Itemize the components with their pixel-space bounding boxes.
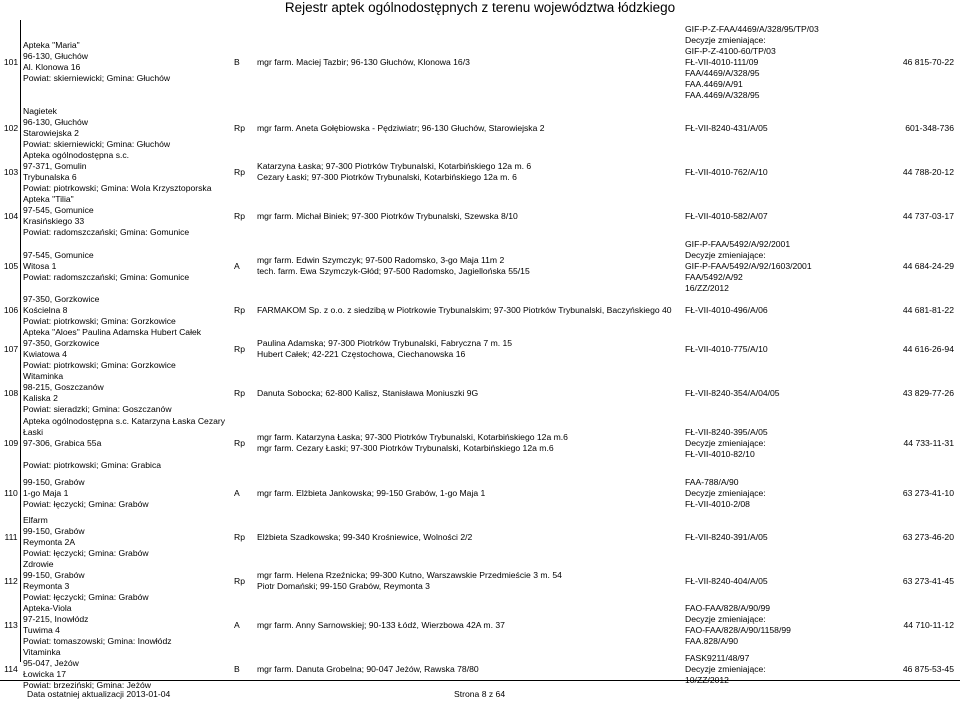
pharmacy-info xyxy=(21,150,233,194)
permit-line: Decyzje zmieniające: xyxy=(685,437,766,448)
pharmacy-line: Apteka "Maria" xyxy=(23,40,80,50)
permit-info xyxy=(684,559,890,603)
phone-number: 44 681-81-22 xyxy=(902,305,954,315)
pharmacy-line: 99-150, Grabów xyxy=(23,476,85,487)
row-number: 109 xyxy=(3,437,19,448)
row-number: 105 xyxy=(3,260,19,271)
owner-line: Paulina Adamska; 97-300 Piotrków Trybunalski, Fabryczna 7 m. 15 xyxy=(257,338,513,348)
permit-line: GIF-P-Z-FAA/4469/A/328/95/TP/03 xyxy=(685,23,819,34)
pharmacy-line: Powiat: radomszczański; Gmina: Gomunice xyxy=(23,227,190,237)
owner-line: mgr farm. Danuta Grobelna; 90-047 Jeżów, Rawska 78/80 xyxy=(257,663,479,674)
pharmacy-line: Łowicka 17 xyxy=(23,669,66,679)
owners-info xyxy=(256,150,684,194)
pharmacy-line: 97-215, Inowłódz xyxy=(23,614,89,624)
table-row xyxy=(0,150,956,194)
permit-line: Decyzje zmieniające: xyxy=(685,249,766,260)
pharmacy-type: Rp xyxy=(234,166,245,177)
owners-info xyxy=(256,238,684,294)
permit-line: GIF-P-Z-4100-60/TP/03 xyxy=(685,45,776,56)
owner-line: Hubert Całek; 42-221 Częstochowa, Ciechanowska 16 xyxy=(257,349,466,359)
pharmacy-info xyxy=(21,18,233,106)
pharmacy-line: Powiat: radomszczański; Gmina: Gomunice xyxy=(23,271,190,282)
row-number: 108 xyxy=(3,387,19,398)
permit-line: FŁ-VII-4010-775/A/10 xyxy=(685,343,768,354)
pharmacy-type: Rp xyxy=(234,210,245,221)
pharmacy-line: 99-150, Grabów xyxy=(23,526,85,536)
phone-number: 44 710-11-12 xyxy=(903,619,954,630)
pharmacy-type: Rp xyxy=(234,387,245,398)
phone-number: 63 273-46-20 xyxy=(902,531,954,542)
pharmacy-line: 97-545, Gomunice xyxy=(23,249,94,260)
table-row xyxy=(0,647,956,691)
owner-line: tech. farm. Ewa Szymczyk-Głód; 97-500 Radomsko, Jagiellońska 55/15 xyxy=(257,266,530,276)
permit-line: FAA.4469/A/91 xyxy=(685,78,743,89)
owner-line: Cezary Łaski; 97-300 Piotrków Trybunalski, Kotarbińskiego 12a m. 6 xyxy=(257,172,517,182)
permit-line: 10/ZZ/2012 xyxy=(685,674,729,685)
owners-info xyxy=(256,18,684,106)
permit-line: Decyzje zmieniające: xyxy=(685,487,766,498)
row-number: 104 xyxy=(3,210,19,221)
phone-number: 46 815-70-22 xyxy=(902,56,954,67)
pharmacy-info xyxy=(21,294,233,327)
permit-line: GIF-P-FAA/5492/A/92/1603/2001 xyxy=(685,260,812,271)
pharmacy-info xyxy=(21,515,233,559)
table-row xyxy=(0,603,956,647)
pharmacy-line: 99-150, Grabów xyxy=(23,570,85,580)
pharmacy-type: Rp xyxy=(234,343,245,354)
row-number: 110 xyxy=(4,487,18,498)
pharmacy-line: 96-130, Głuchów xyxy=(23,117,88,127)
owner-line: mgr farm. Katarzyna Łaska; 97-300 Piotrków Trybunalski, Kotarbińskiego 12a m.6 xyxy=(257,432,568,442)
table-row xyxy=(0,194,956,238)
table-row xyxy=(0,371,956,415)
pharmacy-line: Elfarm xyxy=(23,515,48,525)
permit-info xyxy=(684,238,890,294)
pharmacy-line: 97-350, Gorzkowice xyxy=(23,338,100,348)
row-number: 102 xyxy=(3,122,19,133)
pharmacy-info xyxy=(21,238,233,294)
pharmacy-line: Powiat: brzeziński; Gmina: Jeżów xyxy=(23,680,151,690)
pharmacy-line: Al. Klonowa 16 xyxy=(23,62,81,72)
pharmacy-type: B xyxy=(234,56,240,67)
pharmacy-line: Reymonta 3 xyxy=(23,581,70,591)
owner-line: Piotr Domański; 99-150 Grabów, Reymonta 3 xyxy=(257,581,430,591)
permit-line: 16/ZZ/2012 xyxy=(685,282,729,293)
pharmacy-type: Rp xyxy=(234,122,245,133)
pharmacy-line: Powiat: piotrkowski; Gmina: Wola Krzysztoporska xyxy=(23,183,212,193)
phone-number: 46 875-53-45 xyxy=(902,663,954,674)
permit-info xyxy=(684,327,890,371)
phone-number: 44 733-11-31 xyxy=(903,437,954,448)
table-row xyxy=(0,327,956,371)
pharmacy-type: A xyxy=(234,619,240,630)
permit-line: FŁ-VII-8240-354/A/04/05 xyxy=(685,387,780,398)
row-number: 112 xyxy=(4,575,18,586)
pharmacy-line: 97-545, Gomunice xyxy=(23,205,94,215)
footer-page-number: Strona 8 z 64 xyxy=(454,689,506,699)
pharmacy-line: Witaminka xyxy=(23,371,64,381)
owner-line: mgr farm. Aneta Gołębiowska - Pędziwiatr; 96-130 Głuchów, Starowiejska 2 xyxy=(257,122,545,133)
pharmacy-line: Tuwima 4 xyxy=(23,625,60,635)
phone-number: 63 273-41-10 xyxy=(902,487,954,498)
permit-line: FŁ-VII-8240-395/A/05 xyxy=(685,426,768,437)
document-title: Rejestr aptek ogólnodostępnych z terenu województwa łódzkiego xyxy=(284,0,676,15)
owner-line: mgr farm. Edwin Szymczyk; 97-500 Radomsko, 3-go Maja 11m 2 xyxy=(257,255,505,265)
permit-info xyxy=(684,294,890,327)
pharmacy-line: 97-371, Gomulin xyxy=(23,161,87,171)
permit-line: FASK9211/48/97 xyxy=(685,652,750,663)
permit-line: FŁ-VII-4010-82/10 xyxy=(685,448,755,459)
owner-line: mgr farm. Maciej Tazbir; 96-130 Głuchów, Klonowa 16/3 xyxy=(257,56,470,67)
row-number: 107 xyxy=(3,343,19,354)
permit-line: FŁ-VII-4010-111/09 xyxy=(685,56,759,67)
owner-line: FARMAKOM Sp. z o.o. z siedzibą w Piotrkowie Trybunalskim; 97-300 Piotrków Trybunalski, Baczyńskiego 40 xyxy=(257,305,672,315)
pharmacy-info xyxy=(21,371,233,415)
owners-info xyxy=(256,371,684,415)
permit-line: Decyzje zmieniające: xyxy=(685,663,766,674)
permit-line: GIF-P-FAA/5492/A/92/2001 xyxy=(685,238,791,249)
pharmacy-line: Powiat: łęczycki; Gmina: Grabów xyxy=(23,498,149,509)
permit-info xyxy=(684,106,890,150)
pharmacy-line: Powiat: łęczycki; Gmina: Grabów xyxy=(23,548,149,558)
permit-info xyxy=(684,18,890,106)
owners-info xyxy=(256,515,684,559)
table-row xyxy=(0,515,956,559)
table-row xyxy=(0,106,956,150)
pharmacy-line: Apteka "Tilia" xyxy=(23,194,74,204)
pharmacy-line: Powiat: sieradzki; Gmina: Goszczanów xyxy=(23,404,172,414)
pharmacy-line: Starowiejska 2 xyxy=(23,128,79,138)
pharmacy-type: A xyxy=(234,487,240,498)
table-row xyxy=(0,471,956,515)
owners-info xyxy=(256,415,684,471)
owner-line: mgr farm. Anny Sarnowskiej; 90-133 Łódź, Wierzbowa 42A m. 37 xyxy=(257,619,505,630)
permit-info xyxy=(684,647,890,691)
owner-line: Elżbieta Szadkowska; 99-340 Krośniewice, Wolności 2/2 xyxy=(257,531,473,542)
pharmacy-type: Rp xyxy=(234,575,245,586)
permit-info xyxy=(684,515,890,559)
owner-line: Danuta Sobocka; 62-800 Kalisz, Stanisława Moniuszki 9G xyxy=(257,387,479,398)
owners-info xyxy=(256,294,684,327)
permit-line: FŁ-VII-4010-2/08 xyxy=(685,498,750,509)
pharmacy-line: Apteka "Aloes" Paulina Adamska Hubert Całek xyxy=(23,327,202,337)
pharmacy-line: 96-130, Głuchów xyxy=(23,51,88,61)
pharmacy-line: 98-215, Goszczanów xyxy=(23,382,104,392)
pharmacy-line: 95-047, Jeżów xyxy=(23,658,79,668)
permit-info xyxy=(684,371,890,415)
pharmacy-line: Łaski xyxy=(23,426,44,437)
pharmacy-line: Reymonta 2A xyxy=(23,537,76,547)
pharmacy-line: Apteka ogólnodostępna s.c. xyxy=(23,150,130,160)
permit-line: FAA/4469/A/328/95 xyxy=(685,67,760,78)
pharmacy-info xyxy=(21,415,233,471)
permit-info xyxy=(684,194,890,238)
owner-line: mgr farm. Helena Rzeźnicka; 99-300 Kutno, Warszawskie Przedmieście 3 m. 54 xyxy=(257,570,562,580)
pharmacy-line: 97-350, Gorzkowice xyxy=(23,294,100,304)
permit-line: FŁ-VII-8240-391/A/05 xyxy=(685,531,768,542)
pharmacy-type: A xyxy=(234,260,240,271)
pharmacy-info xyxy=(21,559,233,603)
owner-line: mgr farm. Elżbieta Jankowska; 99-150 Grabów, 1-go Maja 1 xyxy=(257,487,486,498)
table-row xyxy=(0,18,956,106)
pharmacy-line: Zdrowie xyxy=(23,559,54,569)
pharmacy-register-table xyxy=(0,18,956,691)
pharmacy-info xyxy=(21,194,233,238)
owners-info xyxy=(256,106,684,150)
table-row xyxy=(0,238,956,294)
pharmacy-line: 1-go Maja 1 xyxy=(23,487,69,498)
footer-update-date: Data ostatniej aktualizacji 2013-01-04 xyxy=(27,689,171,699)
permit-info xyxy=(684,471,890,515)
table-row xyxy=(0,294,956,327)
pharmacy-line: Nagietek xyxy=(23,106,57,116)
phone-number: 44 788-20-12 xyxy=(902,166,954,177)
row-number: 103 xyxy=(3,166,19,177)
pharmacy-line: Powiat: tomaszowski; Gmina: Inowłódz xyxy=(23,636,172,646)
pharmacy-line: Kwiatowa 4 xyxy=(23,349,67,359)
pharmacy-info xyxy=(21,106,233,150)
pharmacy-line: Krasińskiego 33 xyxy=(23,216,85,226)
pharmacy-line: 97-306, Grabica 55a xyxy=(23,437,102,448)
register-rows xyxy=(0,18,956,691)
owners-info xyxy=(256,471,684,515)
permit-info xyxy=(684,415,890,471)
permit-line: FAA.4469/A/328/95 xyxy=(685,89,760,100)
permit-info xyxy=(684,603,890,647)
pharmacy-type: Rp xyxy=(234,531,245,542)
pharmacy-info xyxy=(21,327,233,371)
pharmacy-line: Powiat: piotrkowski; Gmina: Gorzkowice xyxy=(23,316,176,326)
owners-info xyxy=(256,647,684,691)
pharmacy-line: Apteka ogólnodostępna s.c. Katarzyna Łaska Cezary xyxy=(23,415,226,426)
table-row xyxy=(0,559,956,603)
permit-line: FAA/5492/A/92 xyxy=(685,271,743,282)
row-number: 114 xyxy=(4,663,18,674)
pharmacy-line: Kaliska 2 xyxy=(23,393,58,403)
pharmacy-line: Trybunalska 6 xyxy=(23,172,77,182)
row-number: 113 xyxy=(4,619,18,630)
permit-line: FŁ-VII-8240-404/A/05 xyxy=(685,575,768,586)
pharmacy-line: Powiat: piotrkowski; Gmina: Gorzkowice xyxy=(23,360,176,370)
pharmacy-line: Powiat: skierniewicki; Gmina: Głuchów xyxy=(23,73,171,83)
phone-number: 601-348-736 xyxy=(905,122,954,133)
row-number: 111 xyxy=(4,531,18,542)
phone-number: 43 829-77-26 xyxy=(902,387,954,398)
pharmacy-line xyxy=(23,449,233,460)
permit-line: FAA-788/A/90 xyxy=(685,476,739,487)
pharmacy-info xyxy=(21,603,233,647)
footer-rule xyxy=(0,680,960,681)
pharmacy-line: Powiat: piotrkowski; Gmina: Grabica xyxy=(23,459,162,470)
permit-line: FAA.828/A/90 xyxy=(685,636,739,646)
permit-line: FŁ-VII-4010-762/A/10 xyxy=(685,166,768,177)
phone-number: 44 616-26-94 xyxy=(902,343,954,354)
pharmacy-line: Apteka-Viola xyxy=(23,603,72,613)
pharmacy-line: Kościelna 8 xyxy=(23,305,68,315)
owner-line: mgr farm. Cezary Łaski; 97-300 Piotrków Trybunalski, Kotarbińskiego 12a m.6 xyxy=(257,443,554,453)
pharmacy-type: B xyxy=(234,663,240,674)
owner-line: mgr farm. Michał Biniek; 97-300 Piotrków Trybunalski, Szewska 8/10 xyxy=(257,210,518,221)
permit-line: FAO-FAA/828/A/90/1158/99 xyxy=(685,625,791,635)
pharmacy-type: Rp xyxy=(234,437,245,448)
pharmacy-type: Rp xyxy=(234,305,245,315)
phone-number: 44 737-03-17 xyxy=(902,210,954,221)
owners-info xyxy=(256,559,684,603)
phone-number: 63 273-41-45 xyxy=(902,575,954,586)
owners-info xyxy=(256,603,684,647)
permit-line: Decyzje zmieniające: xyxy=(685,614,766,624)
row-number: 106 xyxy=(3,305,19,315)
column-divider xyxy=(20,20,21,662)
permit-line: Decyzje zmieniające: xyxy=(685,34,766,45)
pharmacy-line: Powiat: łęczycki; Gmina: Grabów xyxy=(23,592,149,602)
permit-info xyxy=(684,150,890,194)
pharmacy-info xyxy=(21,647,233,691)
pharmacy-line: Vitaminka xyxy=(23,647,61,657)
pharmacy-info xyxy=(21,471,233,515)
permit-line: FŁ-VII-4010-496/A/06 xyxy=(685,305,768,315)
permit-line: FAO-FAA/828/A/90/99 xyxy=(685,603,771,613)
table-row xyxy=(0,415,956,471)
row-number: 101 xyxy=(3,56,19,67)
owners-info xyxy=(256,194,684,238)
pharmacy-line: Witosa 1 xyxy=(23,260,57,271)
owner-line: Katarzyna Łaska; 97-300 Piotrków Trybunalski, Kotarbińskiego 12a m. 6 xyxy=(257,161,532,171)
phone-number: 44 684-24-29 xyxy=(902,260,954,271)
permit-line: FŁ-VII-4010-582/A/07 xyxy=(685,210,768,221)
permit-line: FŁ-VII-8240-431/A/05 xyxy=(685,122,768,133)
owners-info xyxy=(256,327,684,371)
pharmacy-line: Powiat: skierniewicki; Gmina: Głuchów xyxy=(23,139,171,149)
